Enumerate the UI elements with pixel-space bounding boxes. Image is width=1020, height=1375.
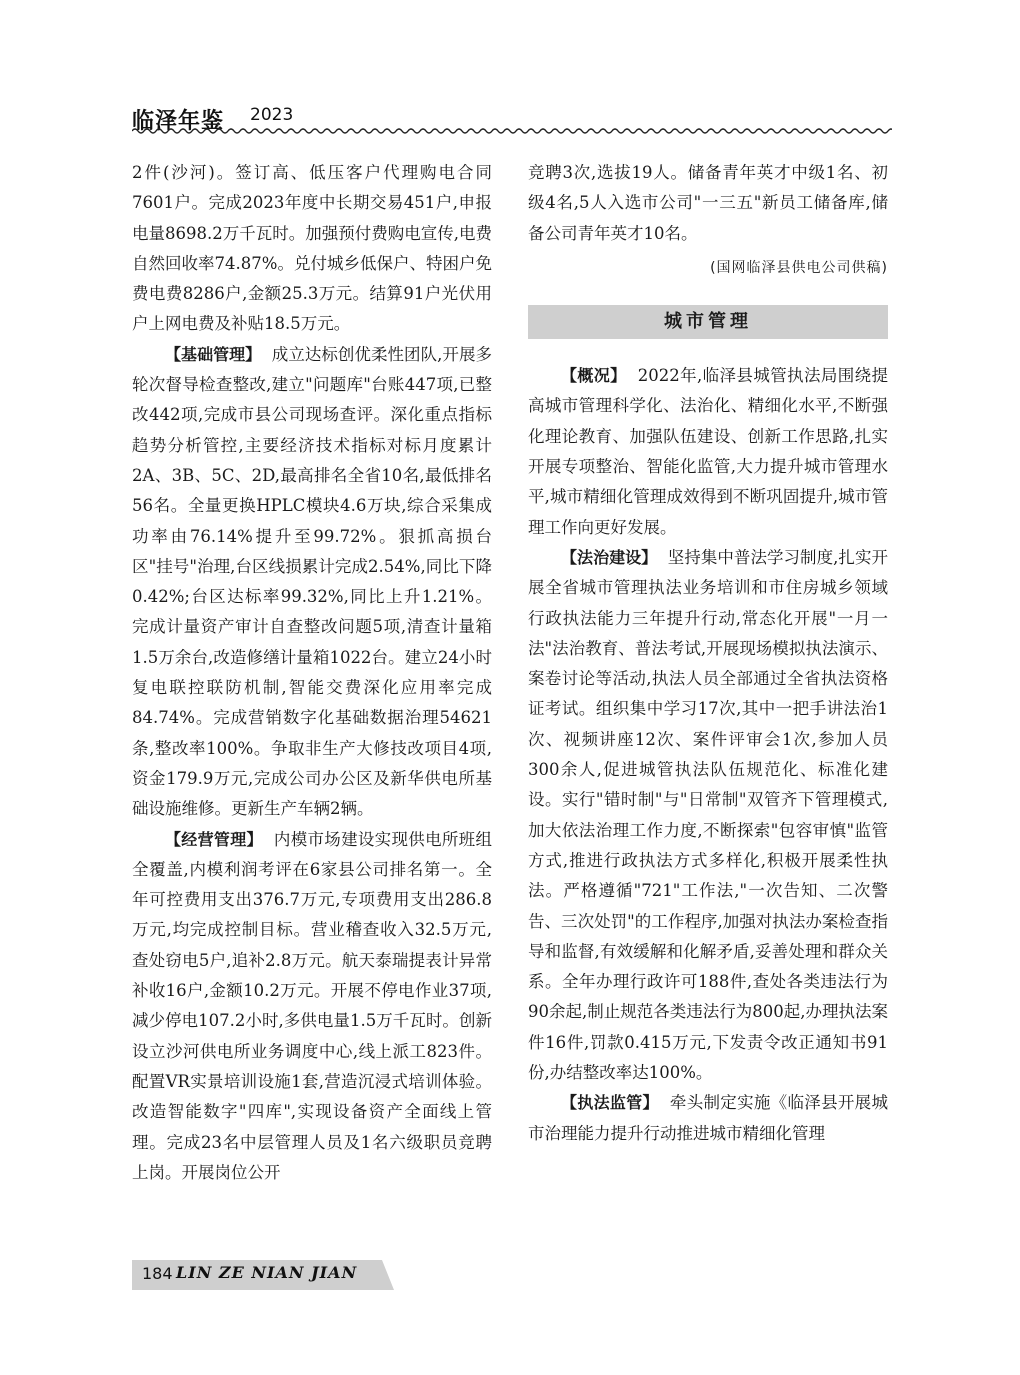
overview-text: 2022年,临泽县城管执法局围绕提高城市管理科学化、法治化、精细化水平,不断强化理论教育、加强队伍建设、创新工作思路,扎实开展专项整治、智能化监管,大力提升城市管理水平,城市精细化管理成效得到不断巩固提升,城市管理工作向更好发展。	[528, 366, 888, 537]
section-tag-rule-of-law: 【法治建设】	[561, 547, 658, 567]
paragraph-rule-of-law	[528, 543, 888, 1088]
right-column	[528, 158, 888, 1149]
section-tag-operation-management: 【经营管理】	[165, 829, 263, 849]
paragraph-recruitment: 竞聘3次,选拔19人。储备青年英才中级1名、初级4名,5人入选市公司"一三五"新员工储备库,储备公司青年英才10名。	[528, 163, 888, 243]
yearbook-year: 2023	[250, 105, 294, 125]
operation-management-text: 内模市场建设实现供电所班组全覆盖,内模利润考评在6家县公司排名第一。全年可控费用支出376.7万元,专项费用支出286.8万元,均完成控制目标。营业稽查收入32.5万元,查处窃电5户,追补2.8万元。航天泰瑞提表计异常补收16户,金额10.2万元。开展不停电作业37项,减少停电107.2小时,多供电量1.5万千瓦时。创新设立沙河供电所业务调度中心,线上派工823件。配置VR实景培训设施1套,营造沉浸式培训体验。改造智能数字"四库",实现设备资产全面线上管理。完成23名中层管理人员及1名六级职员竞聘上岗。开展岗位公开	[132, 829, 492, 1182]
source-credit: (国网临泽县供电公司供稿)	[710, 259, 888, 276]
section-tag-overview: 【概况】	[561, 366, 627, 386]
page-footer	[132, 1260, 422, 1290]
page-number: 184	[142, 1264, 173, 1283]
section-heading-city-management: 城市管理	[528, 305, 888, 339]
yearbook-title: 临泽年鉴	[132, 109, 225, 134]
header-wavy-rule	[132, 126, 892, 136]
paragraph-basic-management	[132, 340, 492, 825]
paragraph-power-trading: 2件(沙河)。签订高、低压客户代理购电合同7601户。完成2023年度中长期交易451户,申报电量8698.2万千瓦时。加强预付费购电宣传,电费自然回收率74.87%。兑付城乡低保户、特困户免费电费8286户,金额25.3万元。结算91户光伏用户上网电费及补贴18.5万元。	[132, 163, 492, 334]
paragraph-operation-management	[132, 825, 492, 1189]
section-tag-basic-management: 【基础管理】	[165, 344, 262, 364]
publication-name: LIN ZE NIAN JIAN	[176, 1263, 358, 1282]
paragraph-enforcement-supervision	[528, 1088, 888, 1149]
enforcement-supervision-text: 牵头制定实施《临泽县开展城市治理能力提升行动推进城市精细化管理	[528, 1093, 888, 1143]
paragraph-overview	[528, 361, 888, 543]
section-tag-enforcement-supervision: 【执法监管】	[561, 1093, 659, 1113]
page-header	[132, 100, 892, 136]
left-column	[132, 158, 492, 1188]
rule-of-law-text: 坚持集中普法学习制度,扎实开展全省城市管理执法业务培训和市住房城乡领域行政执法能力三年提升行动,常态化开展"一月一法"法治教育、普法考试,开展现场模拟执法演示、案卷讨论等活动,执法人员全部通过全省执法资格证考试。组织集中学习17次,其中一把手讲法治1次、视频讲座12次、案件评审会1次,参加人员300余人,促进城管执法队伍规范化、标准化建设。实行"错时制"与"日常制"双管齐下管理模式,加大依法治理工作力度,不断探索"包容审慎"监管方式,推进行政执法方式多样化,积极开展柔性执法。严格遵循"721"工作法,"一次告知、二次警告、三次处罚"的工作程序,加强对执法办案检查指导和监督,有效缓解和化解矛盾,妥善处理和群众关系。全年办理行政许可188件,查处各类违法行为90余起,制止规范各类违法行为800起,办理执法案件16件,罚款0.415万元,下发责令改正通知书91份,办结整改率达100%。	[528, 547, 888, 1083]
basic-management-text: 成立达标创优柔性团队,开展多轮次督导检查整改,建立"问题库"台账447项,已整改442项,完成市县公司现场查评。深化重点指标趋势分析管控,主要经济技术指标对标月度累计2A、3B、5C、2D,最高排名全省10名,最低排名56名。全量更换HPLC模块4.6万块,综合采集成功率由76.14%提升至99.72%。狠抓高损台区"挂号"治理,台区线损累计完成2.54%,同比下降0.42%;台区达标率99.32%,同比上升1.21%。完成计量资产审计自查整改问题5项,清查计量箱1.5万余台,改造修缮计量箱1022台。建立24小时复电联控联防机制,智能交费深化应用率完成84.74%。完成营销数字化基础数据治理54621条,整改率100%。争取非生产大修技改项目4项,资金179.9万元,完成公司办公区及新华供电所基础设施维修。更新生产车辆2辆。	[132, 344, 492, 819]
